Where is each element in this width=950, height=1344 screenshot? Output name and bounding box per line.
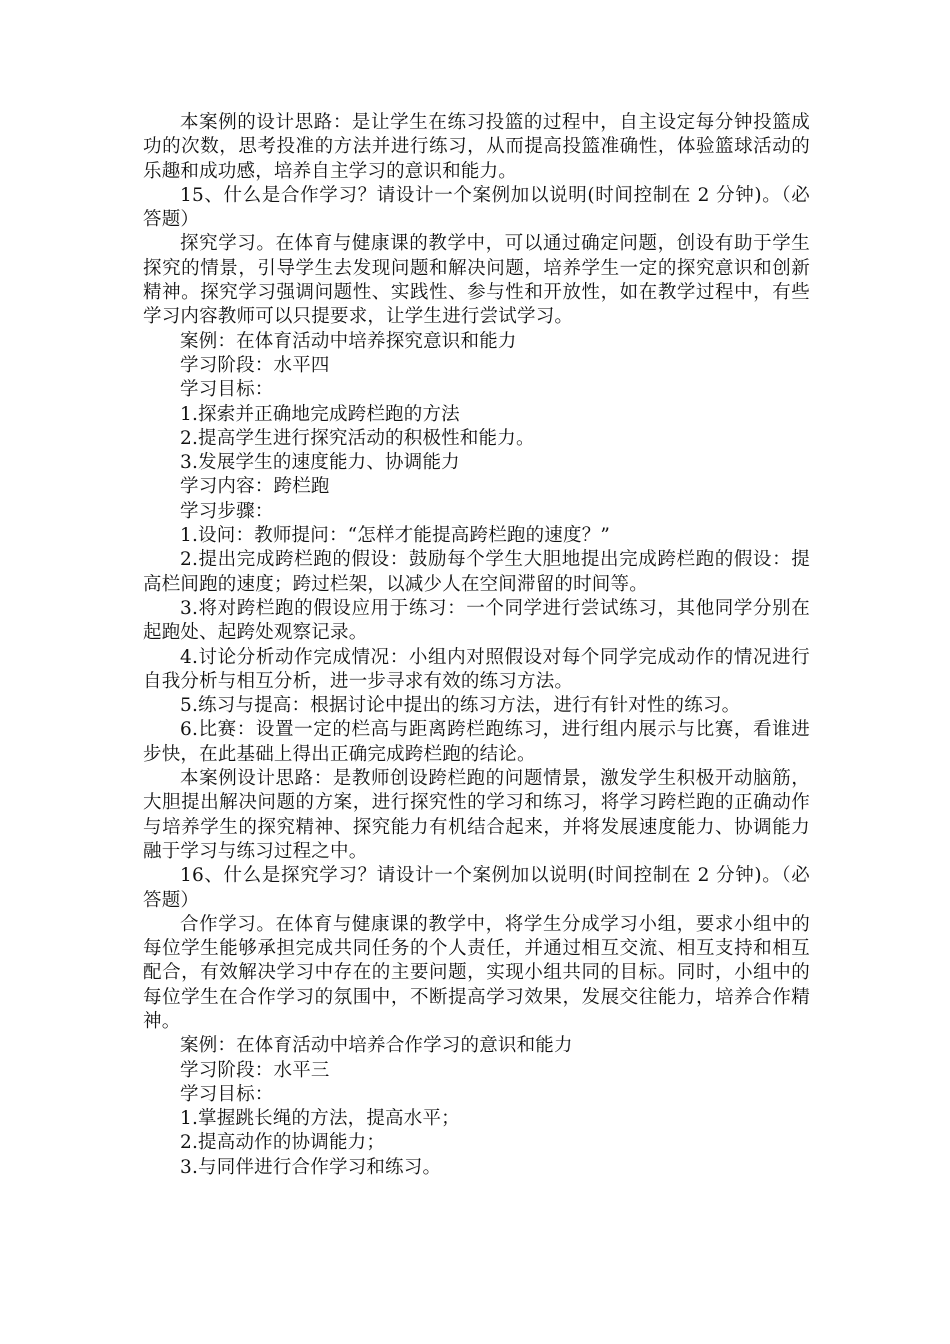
learning-stage-level-4: 学习阶段：水平四: [180, 354, 330, 376]
step-item: 3.将对跨栏跑的假设应用于练习：一个同学进行尝试练习，其他同学分别在起跑处、起跨处观察记录。: [143, 597, 810, 644]
design-idea-paragraph-basketball: 本案例的设计思路：是让学生在练习投篮的过程中，自主设定每分钟投篮成功的次数，思考投准的方法并进行练习，从而提高投篮准确性，体验篮球活动的乐趣和成功感，培养自主学习的意识和能力。: [143, 112, 810, 182]
step-item: 2.提出完成跨栏跑的假设：鼓励每个学生大胆地提出完成跨栏跑的假设：提高栏间跑的速度；跨过栏架，以减少人在空间滞留的时间等。: [143, 549, 810, 595]
document-page: [143, 111, 810, 1180]
question-16-heading: 16、什么是探究学习？请设计一个案例加以说明(时间控制在 2 分钟)。（必答题）: [143, 865, 810, 911]
goal-item: 3.发展学生的速度能力、协调能力: [180, 452, 460, 474]
cooperative-learning-definition: 合作学习。在体育与健康课的教学中，将学生分成学习小组，要求小组中的每位学生能够承担完成共同任务的个人责任，并通过相互交流、相互支持和相互配合，有效解决学习中存在的主要问题，实现小组共同的目标。同时，小组中的每位学生在合作学习的氛围中，不断提高学习效果，发展交往能力，培养合作精神。: [143, 913, 810, 1032]
step-item: 6.比赛：设置一定的栏高与距离跨栏跑练习，进行组内展示与比赛，看谁进步快，在此基础上得出正确完成跨栏跑的结论。: [143, 719, 810, 765]
case-title-cooperative: 案例：在体育活动中培养合作学习的意识和能力: [180, 1035, 573, 1057]
design-idea-paragraph-hurdles: 本案例设计思路：是教师创设跨栏跑的问题情景，激发学生积极开动脑筋，大胆提出解决问题的方案，进行探究性的学习和练习，将学习跨栏跑的正确动作与培养学生的探究精神、探究能力有机结合起来，并将发展速度能力、协调能力融于学习与练习过程之中。: [143, 768, 810, 862]
learning-goals-label: 学习目标：: [180, 1083, 274, 1105]
step-item: 4.讨论分析动作完成情况：小组内对照假设对每个同学完成动作的情况进行自我分析与相互分析，进一步寻求有效的练习方法。: [143, 646, 810, 692]
goal-item: 2.提高学生进行探究活动的积极性和能力。: [180, 427, 535, 449]
case-title-inquiry: 案例：在体育活动中培养探究意识和能力: [180, 330, 517, 352]
learning-goals-label: 学习目标：: [180, 379, 274, 401]
goal-item: 2.提高动作的协调能力；: [180, 1132, 386, 1154]
learning-steps-label: 学习步骤：: [180, 500, 274, 522]
inquiry-learning-definition: 探究学习。在体育与健康课的教学中，可以通过确定问题，创设有助于学生探究的情景，引导学生去发现问题和解决问题，培养学生一定的探究意识和创新精神。探究学习强调问题性、实践性、参与性和开放性，如在教学过程中，有些学习内容教师可以只提要求，让学生进行尝试学习。: [143, 233, 810, 328]
goal-item: 1.探索并正确地完成跨栏跑的方法: [180, 403, 460, 425]
goal-item: 1.掌握跳长绳的方法，提高水平；: [180, 1108, 460, 1130]
learning-stage-level-3: 学习阶段：水平三: [180, 1059, 330, 1081]
step-item: 5.练习与提高：根据讨论中提出的练习方法，进行有针对性的练习。: [180, 695, 741, 717]
learning-content: 学习内容：跨栏跑: [180, 476, 330, 498]
question-15-heading: 15、什么是合作学习？请设计一个案例加以说明(时间控制在 2 分钟)。（必答题）: [143, 184, 810, 231]
step-item: 1.设问：教师提问：“怎样才能提高跨栏跑的速度？”: [180, 525, 611, 547]
goal-item: 3.与同伴进行合作学习和练习。: [180, 1156, 442, 1178]
